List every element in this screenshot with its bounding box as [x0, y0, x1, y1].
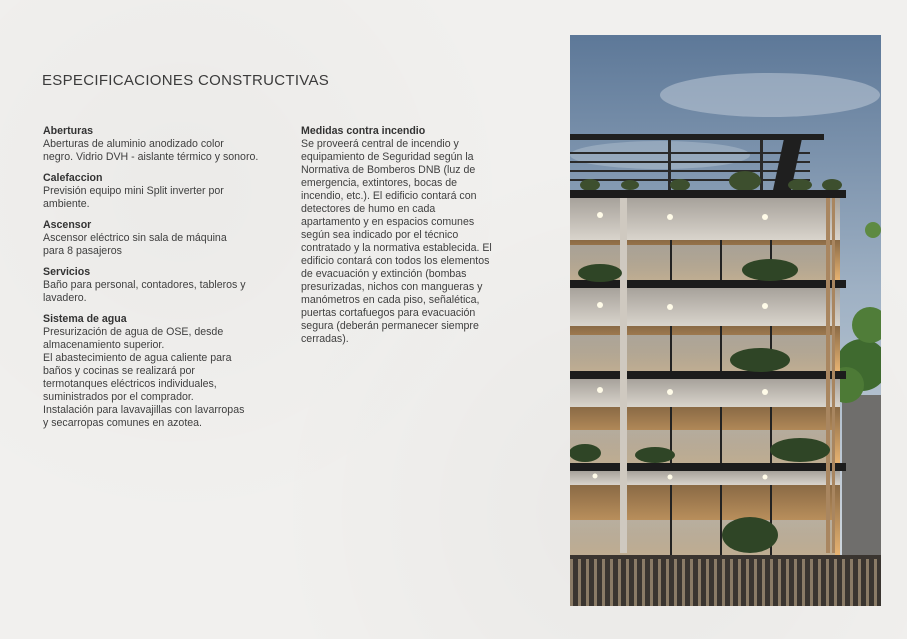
spec-sistema-de-agua [43, 313, 281, 430]
spec-column-right [301, 125, 527, 354]
spec-ascensor [43, 219, 281, 258]
spec-column-left [43, 125, 281, 438]
spec-body: Presurización de agua de OSE, desde almacenamiento superior. El abastecimiento de agua caliente para baños y cocinas se realizará por termotanques eléctricos individuales, suministrados por el comprador. Instalación para lavavajillas con lavarropas y secarropas comunes en azotea. [43, 326, 245, 429]
spec-calefaccion [43, 172, 281, 211]
spec-heading: Sistema de agua [43, 313, 127, 325]
spec-heading: Medidas contra incendio [301, 125, 426, 137]
spec-body: Ascensor eléctrico sin sala de máquina para 8 pasajeros [43, 232, 227, 257]
spec-body: Baño para personal, contadores, tableros y lavadero. [43, 279, 246, 304]
spec-heading: Calefaccion [43, 172, 103, 184]
spec-servicios [43, 266, 281, 305]
spec-aberturas [43, 125, 281, 164]
spec-heading: Servicios [43, 266, 91, 278]
spec-medidas-contra-incendio [301, 125, 527, 346]
spec-heading: Aberturas [43, 125, 94, 137]
building-photo [570, 35, 881, 606]
spec-heading: Ascensor [43, 219, 92, 231]
spec-body: Aberturas de aluminio anodizado color negro. Vidrio DVH - aislante térmico y sonoro. [43, 138, 259, 163]
spec-body: Previsión equipo mini Split inverter por ambiente. [43, 185, 224, 210]
spec-body: Se proveerá central de incendio y equipamiento de Seguridad según la Normativa de Bomberos DNB (luz de emergencia, extintores, bocas de incendio, etc.). El edificio contará con detectores de humo en cada apartamento y en espacios comunes según sea indicado por el técnico contratado y la normativa establecida. El edificio contará con todos los elementos de evacuación y extinción (bombas presurizadas, nichos con mangueras y manómetros en cada piso, señalética, puertas cortafuegos para evacuación segura (deberán permanecer siempre cerradas). [301, 138, 492, 345]
page-title: ESPECIFICACIONES CONSTRUCTIVAS [42, 72, 330, 89]
